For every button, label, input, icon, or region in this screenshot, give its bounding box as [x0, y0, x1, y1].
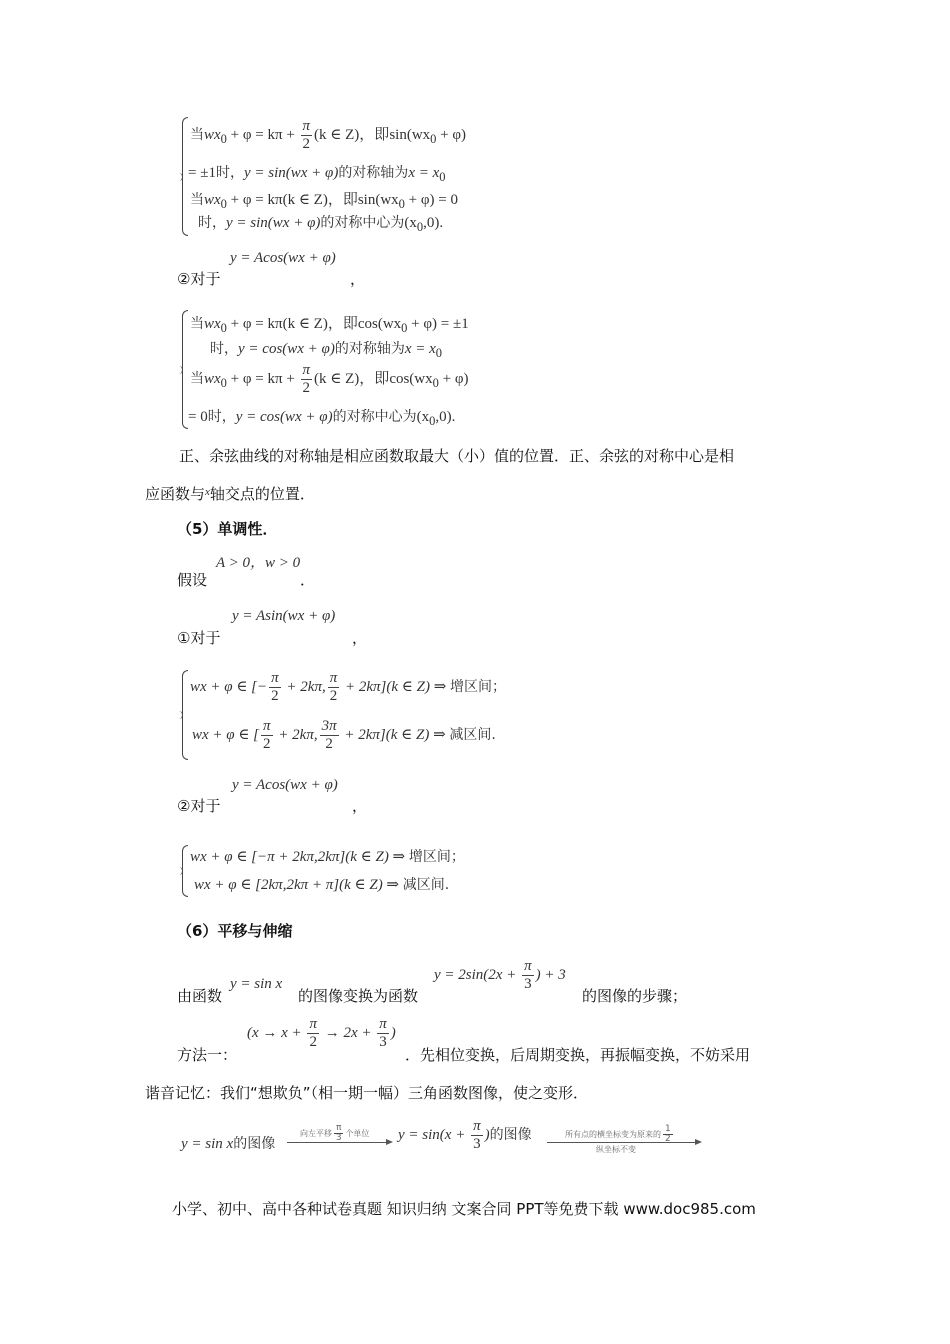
symmetry-paragraph-line-2: 应函数与$^x$轴交点的位置．: [145, 485, 315, 503]
pi-over-2-fraction: $\frac{\pi}{2}$: [329, 670, 338, 704]
intro-formula-1: y = sin x: [230, 976, 283, 992]
pi-over-2-fraction: $\frac{\pi}{2}$: [309, 1016, 317, 1050]
sin-case-line-1: 当$wx_0 + \varphi = k\pi$ + $\frac{\pi}{2}$ (k ∈ Z)，即$\sin(wx_0 + \varphi)$: [190, 118, 467, 152]
item-2-label: ②对于: [177, 270, 221, 288]
sin-case-line-4: 时，y = sin(wx + φ)的对称中心为$(x_0,0)$.: [198, 215, 444, 234]
chain-start: y = sin x的图像: [181, 1136, 276, 1152]
sin-formula-label: y = Asin(wx + φ): [232, 608, 336, 624]
section-5-title: （5）单调性．: [177, 520, 278, 538]
cos-case-line-1: 当$wx_0 + \varphi = k\pi(k$ ∈ Z)，即$\cos(wx_0 + \varphi) = \pm 1$: [190, 316, 469, 335]
method1-formula: (x → x + $\frac{\pi}{2}$ → 2x + $\frac{\pi}{3}$ ): [247, 1016, 396, 1050]
one-half-fraction: $\frac{1}{2}$: [665, 1124, 671, 1144]
cos-case-line-4: = 0时，y = cos(wx + φ)的对称中心为$(x_0,0)$.: [188, 409, 456, 428]
three-pi-over-2-fraction: $\frac{3\pi}{2}$: [321, 718, 337, 752]
intro-text-b: 的图像变换为函数: [298, 987, 419, 1005]
section-6-title: （6）平移与伸缩: [177, 922, 293, 940]
item-2-label-b: ②对于: [177, 797, 221, 815]
item-1-label: ①对于: [177, 629, 221, 647]
assume-formula: A > 0，w > 0: [216, 555, 301, 571]
symmetry-paragraph-line-1: 正、余弦曲线的对称轴是相应函数取最大（小）值的位置．正、余弦的对称中心是相: [179, 447, 735, 465]
cos-decreasing-interval: wx + φ ∈ [2kπ,2kπ + π](k ∈ Z) ⇒ 减区间.: [194, 877, 450, 893]
cos-case-line-2: 时，y = cos(wx + φ)的对称轴为$x = x_0$: [210, 341, 443, 360]
sin-decreasing-interval: wx + φ ∈ [ $\frac{\pi}{2}$ + 2kπ, $\frac{3\pi}{2}$ + 2kπ](k ∈ Z) ⇒ 减区间.: [192, 718, 496, 752]
pi-over-2-fraction: $\frac{\pi}{2}$: [271, 670, 279, 704]
intro-formula-2: y = 2sin(2x + $\frac{\pi}{3}$ ) + 3: [434, 958, 566, 992]
arrow-1: [287, 1142, 391, 1143]
pi-over-3-fraction: $\frac{\pi}{3}$: [524, 958, 532, 992]
assume-label: 假设: [177, 571, 208, 589]
method1-text: ．先相位变换，后周期变换，再振幅变换，不妨采用: [405, 1046, 751, 1064]
cos-monotonic-brace: [182, 845, 188, 897]
arrow-1-label: 向左平移 $\frac{\pi}{3}$ 个单位: [300, 1123, 370, 1143]
arrow-2-bottom-label: 纵坐标不变: [596, 1145, 636, 1154]
mnemonic-line: 谐音记忆：我们“想欺负”（相一期一幅）三角函数图像，使之变形．: [145, 1084, 589, 1102]
cos-formula-label: y = Acos(wx + φ): [230, 250, 336, 266]
intro-text-c: 的图像的步骤；: [582, 987, 688, 1005]
pi-over-3-fraction: $\frac{\pi}{3}$: [379, 1016, 387, 1050]
assume-end: ．: [300, 571, 316, 589]
item-2-comma: ，: [350, 270, 366, 288]
sin-increasing-interval: wx + φ ∈ [− $\frac{\pi}{2}$ + 2kπ, $\frac{\pi}{2}$ + 2kπ](k ∈ Z) ⇒ 增区间；: [190, 670, 507, 704]
intro-text-a: 由函数: [177, 987, 223, 1005]
item-2-comma-b: ，: [352, 797, 368, 815]
page-footer: 小学、初中、高中各种试卷真题 知识归纳 文案合同 PPT等免费下载 www.doc985.com: [172, 1200, 756, 1218]
chain-middle: y = sin(x + $\frac{\pi}{3}$ )的图像: [398, 1118, 532, 1152]
arrow-2: [547, 1142, 700, 1143]
pi-over-2-fraction: $\frac{\pi}{2}$: [263, 718, 271, 752]
sin-monotonic-brace: [182, 670, 188, 760]
cos-increasing-interval: wx + φ ∈ [−π + 2kπ,2kπ](k ∈ Z) ⇒ 增区间；: [190, 849, 465, 865]
sin-case-line-2: = ±1时，y = sin(wx + φ)的对称轴为$x = x_0$: [188, 165, 446, 184]
cos-formula-label-2: y = Acos(wx + φ): [232, 777, 338, 793]
item-1-comma: ，: [352, 629, 368, 647]
pi-over-2-fraction: $\frac{\pi}{2}$: [302, 362, 311, 396]
pi-over-3-fraction: $\frac{\pi}{3}$: [335, 1123, 342, 1143]
pi-over-3-fraction: $\frac{\pi}{3}$: [473, 1118, 481, 1152]
cos-case-line-3: 当$wx_0 + \varphi = k\pi$ + $\frac{\pi}{2}$ (k ∈ Z)，即$\cos(wx_0 + \varphi)$: [190, 362, 469, 396]
arrow-2-top-label: 所有点的横坐标变为原来的 $\frac{1}{2}$: [565, 1124, 671, 1144]
sin-case-line-3: 当$wx_0 + \varphi = k\pi(k$ ∈ Z)，即$\sin(wx_0 + \varphi) = 0$: [190, 192, 458, 211]
pi-over-2-fraction: $\frac{\pi}{2}$: [302, 118, 311, 152]
method1-label: 方法一：: [177, 1046, 238, 1064]
